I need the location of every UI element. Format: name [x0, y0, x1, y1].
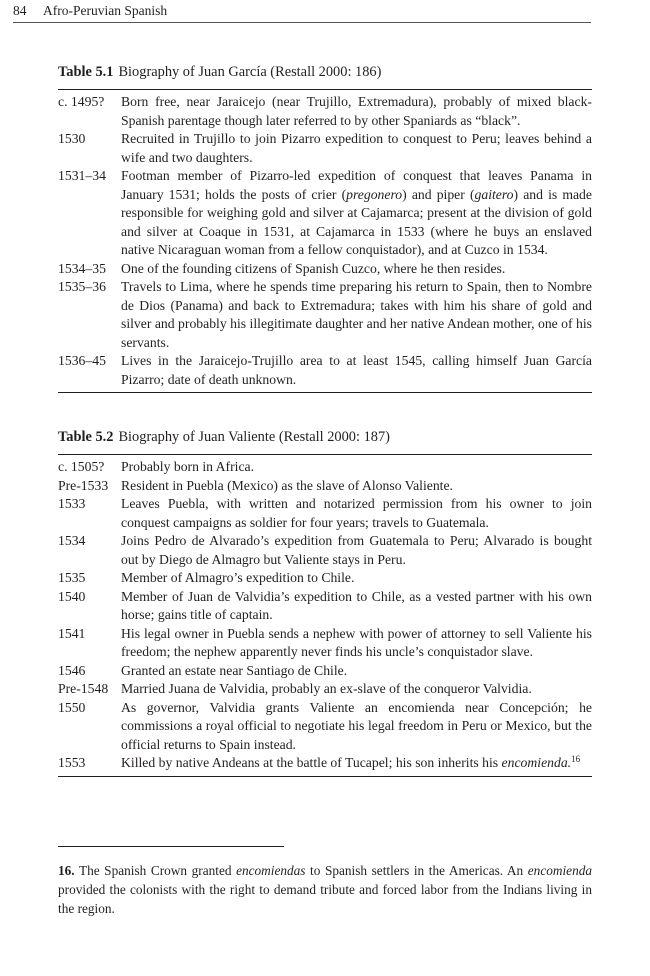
row-date: 1533 [58, 496, 86, 511]
row-date: Pre-1548 [58, 681, 109, 696]
row-date: 1535–36 [58, 279, 106, 294]
table-body [58, 455, 592, 776]
row-text: Probably born in Africa. [121, 459, 255, 474]
row-date: 1541 [58, 625, 86, 641]
italic-term: encomienda [527, 863, 593, 878]
row-text [121, 754, 592, 773]
row-date: c. 1495? [58, 94, 105, 109]
table-row [58, 569, 592, 588]
table-row [58, 680, 592, 699]
row-text: Resident in Puebla (Mexico) as the slave of Alonso Valiente. [121, 477, 453, 493]
table-row [58, 458, 592, 477]
table-title: Biography of Juan Valiente (Restall 2000: 187) [118, 429, 390, 445]
table-row [58, 699, 592, 755]
row-date: 1540 [58, 588, 86, 604]
table-row [58, 532, 592, 569]
footnote-separator [58, 846, 284, 847]
text-part: ) and is made responsible for weighing gold and silver at Cajamarca; present at the division of gold and silver at Coaque in 1531, at Cajamarca in 1533 (where he buys an enslaved native Nicaraguan woman from a fellow conquistador), and at Cuzco in 1534. [121, 186, 592, 257]
table-row [58, 477, 592, 496]
table-caption [58, 428, 592, 447]
row-date: 1546 [58, 662, 86, 678]
row-date: 1530 [58, 131, 86, 146]
footnote-text: provided the colonists with the right to demand tribute and forced labor from the Indians living in the region. [58, 882, 592, 916]
italic-term: encomienda. [501, 755, 572, 770]
row-date: c. 1505? [58, 459, 105, 474]
row-date: 1534 [58, 533, 86, 548]
text-part: ) and piper ( [402, 186, 475, 202]
row-text: Lives in the Jaraicejo-Trujillo area to at least 1545, calling himself Juan García Pizarro; date of death unknown. [121, 353, 592, 387]
row-text: Travels to Lima, where he spends time preparing his return to Spain, then to Nombre de Dios (Panama) and back to Extremadura; takes with him his share of gold and silver and probably his illegitimate daughter and her native Andean mother, one of his servants. [121, 279, 592, 350]
italic-term: encomiendas [236, 863, 306, 878]
table-row [58, 352, 592, 389]
table-bottom-rule [58, 392, 592, 393]
table-label: Table 5.1 [58, 64, 114, 80]
table-caption [58, 63, 592, 82]
table-5-2 [58, 428, 592, 777]
row-text: Married Juana de Valvidia, probably an ex-slave of the conqueror Valvidia. [121, 681, 532, 696]
row-date: Pre-1533 [58, 477, 109, 493]
row-text [121, 167, 592, 260]
table-row [58, 260, 592, 279]
row-date: 1535 [58, 570, 86, 585]
row-text: Granted an estate near Santiago de Chile. [121, 662, 348, 678]
table-row [58, 278, 592, 352]
row-text: Born free, near Jaraicejo (near Trujillo, Extremadura), probably of mixed black-Spanish parentage though later referred to by other Spaniards as “black”. [121, 94, 592, 128]
row-date: 1536–45 [58, 353, 106, 368]
footnote-number: 16. [58, 863, 75, 878]
table-row [58, 625, 592, 662]
table-row [58, 167, 592, 260]
row-text: One of the founding citizens of Spanish Cuzco, where he then resides. [121, 260, 506, 276]
table-bottom-rule [58, 776, 592, 777]
footnote-text: The Spanish Crown granted [74, 863, 237, 878]
row-text: His legal owner in Puebla sends a nephew with power of attorney to sell Valiente his freedom; the nephew apparently never finds his uncle’s conquistador slave. [121, 625, 592, 659]
row-text: Member of Almagro’s expedition to Chile. [121, 570, 355, 585]
italic-term: pregonero [346, 186, 403, 202]
text-part: Footman member of Pizarro-led expedition of conquest that leaves Panama in January 1531; holds the posts of crier ( [121, 168, 592, 202]
row-text: Member of Juan de Valvidia’s expedition to Chile, as a vested partner with his own horse; gains title of captain. [121, 588, 592, 622]
running-head [13, 2, 591, 23]
text-part: Killed by native Andeans at the battle of Tucapel; his son inherits his [121, 755, 502, 770]
row-date: 1534–35 [58, 260, 106, 276]
footnote-text: to Spanish settlers in the Americas. An [305, 863, 528, 878]
table-5-1 [58, 63, 592, 393]
page-number: 84 [13, 3, 27, 18]
row-text: Leaves Puebla, with written and notarized permission from his owner to join conquest campaigns as soldier for four years; travels to Guatemala. [121, 496, 592, 530]
table-body [58, 90, 592, 392]
table-row [58, 130, 592, 167]
row-text: Joins Pedro de Alvarado’s expedition from Guatemala to Peru; Alvarado is bought out by Diego de Almagro but Valiente stays in Peru. [121, 533, 592, 567]
table-row [58, 93, 592, 130]
table-row [58, 588, 592, 625]
row-text: As governor, Valvidia grants Valiente an encomienda near Concepción; he commissions a royal official to negotiate his legal freedom in Peru or Mexico, but the official returns to Spain instead. [121, 699, 592, 752]
italic-term: gaitero [474, 186, 514, 202]
table-label: Table 5.2 [58, 429, 114, 445]
footnote-marker: 16 [571, 754, 581, 764]
table-title: Biography of Juan García (Restall 2000: 186) [118, 64, 382, 80]
row-text: Recruited in Trujillo to join Pizarro expedition to conquest to Peru; leaves behind a wife and two daughters. [121, 131, 592, 165]
row-date: 1550 [58, 699, 86, 715]
row-date: 1553 [58, 755, 86, 770]
table-row [58, 754, 592, 773]
running-title: Afro-Peruvian Spanish [43, 3, 168, 18]
table-row [58, 662, 592, 681]
row-date: 1531–34 [58, 168, 106, 183]
table-row [58, 495, 592, 532]
footnote [58, 861, 592, 918]
